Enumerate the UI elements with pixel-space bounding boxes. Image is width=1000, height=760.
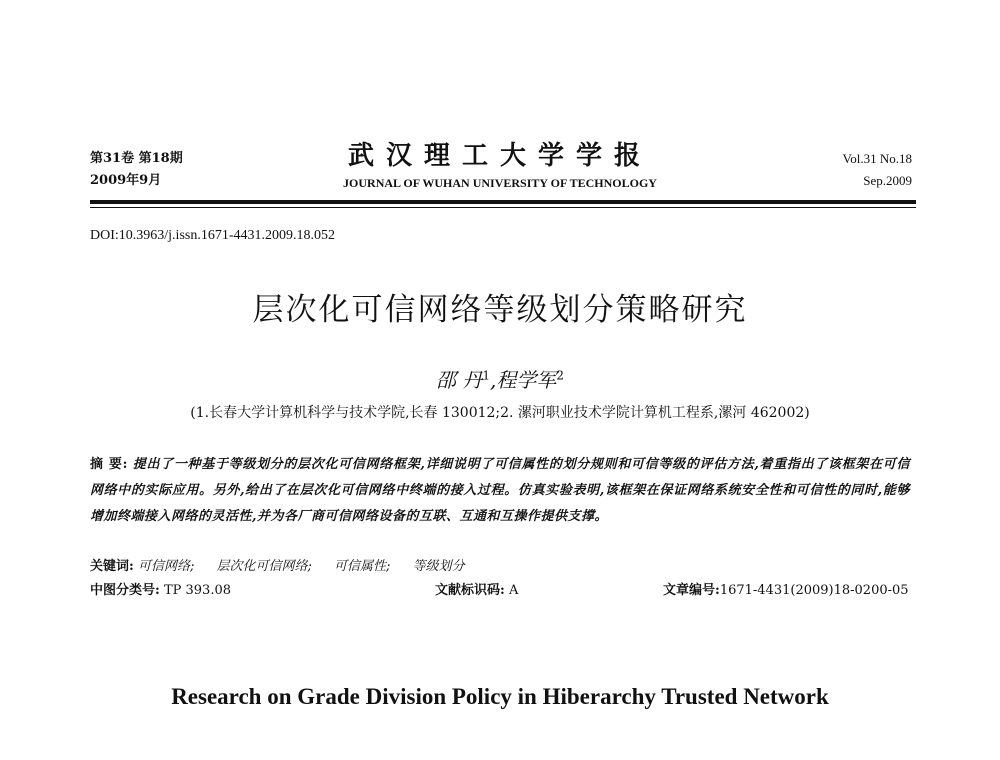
abstract-text: 提出了一种基于等级划分的层次化可信网络框架,详细说明了可信属性的划分规则和可信等级的评估方法,着重指出了该框架在可信网络中的实际应用。另外,给出了在层次化可信网络中终端的接入过程。仿真实验表明,该框架在保证网络系统安全性和可信性的同时,能够增加终端接入网络的灵活性,并为各厂商可信网络设备的互联、互通和互操作提供支撑。 — [90, 457, 911, 524]
issue-date-en: Sep.2009 — [863, 173, 912, 188]
clc-number — [90, 580, 231, 602]
journal-title-en: JOURNAL OF WUHAN UNIVERSITY OF TECHNOLOGY — [343, 176, 657, 190]
article-number-value: 1671-4431(2009)18-0200-05 — [719, 583, 909, 598]
author-separator: , — [490, 368, 497, 392]
clc-value: TP 393.08 — [163, 583, 231, 598]
article-title-en: Research on Grade Division Policy in Hiberarchy Trusted Network — [171, 684, 829, 709]
abstract — [90, 452, 910, 530]
keyword: 等级划分 — [412, 559, 465, 574]
vol-no: Vol.31 No.18 — [842, 151, 912, 166]
header-rule-thin — [90, 207, 916, 208]
article-title: 层次化可信网络等级划分策略研究 — [252, 292, 748, 328]
affiliation: (1.长春大学计算机科学与技术学院,长春 130012;2. 漯河职业技术学院计算机工程系,漯河 462002) — [190, 405, 810, 421]
document-code — [435, 580, 518, 602]
author-2: 程学军 — [496, 368, 557, 392]
doi: DOI:10.3963/j.issn.1671-4431.2009.18.052 — [90, 228, 335, 243]
issue-date: 2009年9月 — [90, 173, 162, 188]
volume-info-en — [843, 148, 912, 192]
header-rule-thick — [90, 200, 916, 204]
doc-code-value: A — [508, 583, 519, 598]
keyword: 可信属性; — [334, 559, 391, 574]
author-2-affil-mark: 2 — [556, 368, 564, 383]
article-number — [663, 580, 909, 602]
volume-issue: 第31卷 第18期 — [90, 151, 183, 166]
keyword: 可信网络; — [137, 559, 195, 574]
author-1: 邵 丹 — [436, 368, 483, 392]
journal-title-cn: 武汉理工大学学报 — [347, 141, 652, 171]
article-number-label: 文章编号: — [663, 583, 720, 598]
issue-info — [90, 148, 183, 192]
doc-code-label: 文献标识码: — [435, 583, 505, 598]
keywords — [90, 556, 910, 578]
journal-masthead — [290, 140, 710, 192]
keywords-label: 关键词: — [90, 559, 134, 574]
keyword: 层次化可信网络; — [216, 559, 312, 574]
author-line — [0, 364, 1000, 393]
clc-label: 中图分类号: — [90, 583, 160, 598]
abstract-label: 摘 要: — [90, 457, 128, 472]
author-1-affil-mark: 1 — [482, 368, 490, 383]
